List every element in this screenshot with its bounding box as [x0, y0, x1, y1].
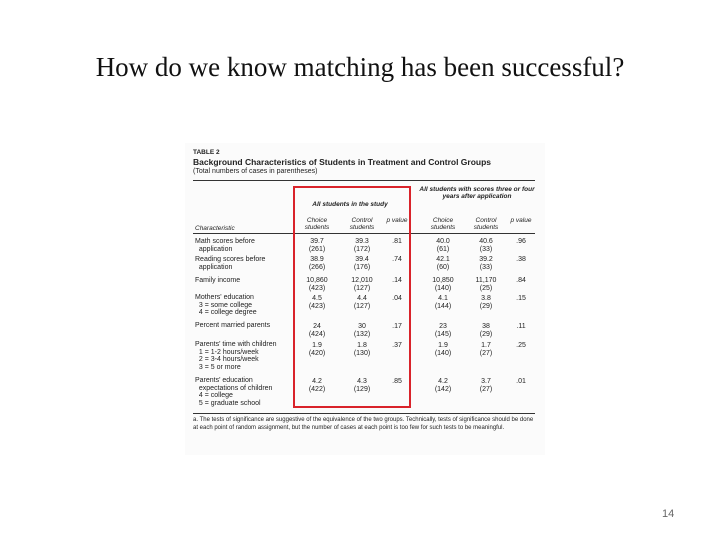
- page-number: 14: [662, 508, 675, 520]
- table-footnote: a. The tests of significance are suggestive of the equivalence of the two groups. Technically, tests of significance should be done at each point of random assignment, but the number of cases at each point is too few for such tests to be meaningful.: [193, 417, 534, 431]
- cell-reading-control-later: 39.2 (33): [479, 256, 493, 271]
- col-head-control-later: Control students: [473, 217, 499, 231]
- row-label-math: Math scores before application: [195, 238, 255, 253]
- cell-parents-time-choice-later: 1.9 (140): [434, 342, 452, 357]
- cell-math-control-later: 40.6 (33): [479, 238, 493, 253]
- cell-income-p-later: .84: [516, 277, 526, 284]
- top-rule: [193, 180, 535, 181]
- cell-mothers-education-p: .04: [392, 295, 402, 302]
- cell-math-choice: 39.7 (261): [308, 238, 326, 253]
- row-label-reading: Reading scores before application: [195, 256, 266, 271]
- col-head-choice: Choice students: [304, 217, 330, 231]
- cell-mothers-education-control: 4.4 (127): [353, 295, 371, 310]
- col-head-control: Control students: [349, 217, 375, 231]
- row-label-parents-time: Parents' time with children 1 = 1-2 hours/week 2 = 3-4 hours/week 3 = 5 or more: [195, 341, 277, 371]
- cell-parents-expectations-p-later: .01: [516, 378, 526, 385]
- cell-reading-choice: 38.9 (266): [308, 256, 326, 271]
- highlight-box: [293, 186, 411, 408]
- cell-income-control-later: 11,170 (25): [475, 277, 497, 292]
- cell-married-parents-p: .17: [392, 323, 402, 330]
- cell-income-choice-later: 10,850 (140): [432, 277, 454, 292]
- cell-reading-choice-later: 42.1 (60): [436, 256, 450, 271]
- cell-income-control: 12,010 (127): [351, 277, 373, 292]
- row-label-income: Family income: [195, 277, 241, 284]
- table-label: TABLE 2: [193, 149, 220, 156]
- cell-math-p: .81: [392, 238, 402, 245]
- cell-mothers-education-control-later: 3.8 (29): [479, 295, 493, 310]
- col-head-p-later: p value: [510, 217, 532, 224]
- col-head-p: p value: [386, 217, 408, 224]
- table-subtitle: (Total numbers of cases in parentheses): [193, 168, 318, 175]
- cell-reading-control: 39.4 (176): [353, 256, 371, 271]
- group-head-all: All students in the study: [312, 201, 388, 208]
- cell-mothers-education-choice-later: 4.1 (144): [434, 295, 452, 310]
- cell-income-choice: 10,860 (423): [306, 277, 328, 292]
- cell-parents-time-choice: 1.9 (420): [308, 342, 326, 357]
- cell-married-parents-p-later: .11: [516, 323, 526, 330]
- group-head-later: All students with scores three or four years after application: [419, 186, 535, 200]
- cell-married-parents-control: 30 (132): [353, 323, 371, 338]
- row-label-married-parents: Percent married parents: [195, 322, 271, 329]
- cell-married-parents-control-later: 38 (29): [479, 323, 493, 338]
- cell-parents-time-control: 1.8 (130): [353, 342, 371, 357]
- cell-reading-p-later: .38: [516, 256, 526, 263]
- cell-math-p-later: .96: [516, 238, 526, 245]
- col-head-characteristic: Characteristic: [195, 225, 235, 232]
- table-title: Background Characteristics of Students in Treatment and Control Groups: [193, 157, 492, 167]
- row-label-mothers-education: Mothers' education 3 = some college 4 = college degree: [195, 294, 257, 316]
- cell-parents-expectations-choice: 4.2 (422): [308, 378, 326, 393]
- cell-parents-time-p: .37: [392, 342, 402, 349]
- cell-mothers-education-p-later: .15: [516, 295, 526, 302]
- cell-married-parents-choice: 24 (424): [308, 323, 326, 338]
- cell-parents-expectations-control: 4.3 (129): [353, 378, 371, 393]
- cell-math-choice-later: 40.0 (61): [436, 238, 450, 253]
- slide-title: How do we know matching has been successful?: [95, 52, 625, 82]
- cell-parents-expectations-control-later: 3.7 (27): [479, 378, 493, 393]
- col-head-choice-later: Choice students: [430, 217, 456, 231]
- bottom-rule: [193, 413, 535, 414]
- cell-parents-expectations-p: .85: [392, 378, 402, 385]
- cell-income-p: .14: [392, 277, 402, 284]
- cell-mothers-education-choice: 4.5 (423): [308, 295, 326, 310]
- row-label-parents-expectations: Parents' education expectations of children 4 = college 5 = graduate school: [195, 377, 273, 407]
- cell-parents-time-control-later: 1.7 (27): [479, 342, 493, 357]
- cell-married-parents-choice-later: 23 (145): [434, 323, 452, 338]
- cell-reading-p: .74: [392, 256, 402, 263]
- cell-parents-expectations-choice-later: 4.2 (142): [434, 378, 452, 393]
- cell-math-control: 39.3 (172): [353, 238, 371, 253]
- cell-parents-time-p-later: .25: [516, 342, 526, 349]
